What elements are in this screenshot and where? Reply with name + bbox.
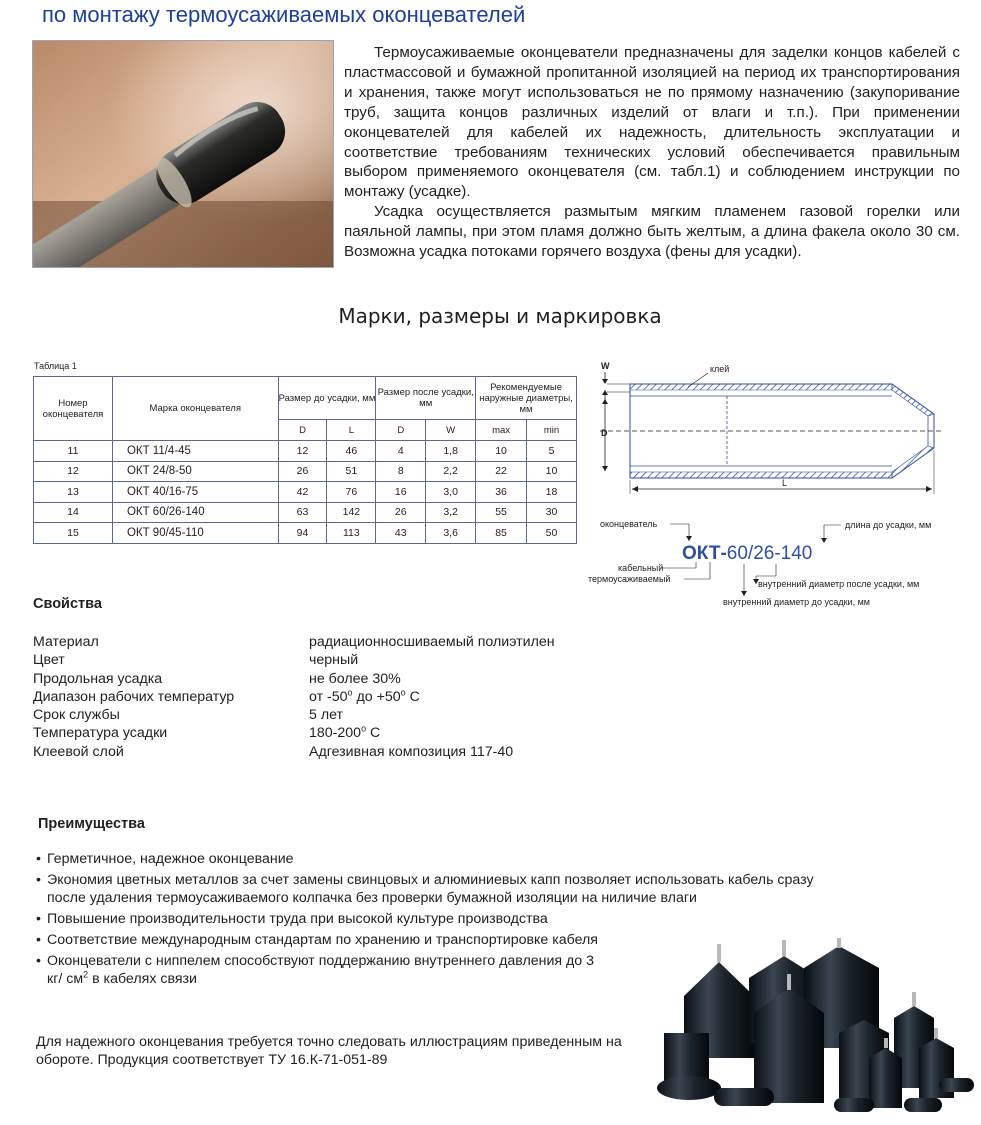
footer-note: Для надежного оконцевания требуется точно следовать иллюстрациям приведенным на обороте. Продукция соответствует ТУ 16.К-71-051-89 bbox=[36, 1034, 622, 1069]
marking-ending-label: оконцеватель bbox=[600, 519, 658, 529]
sub-header: min bbox=[527, 420, 577, 441]
table-row bbox=[34, 523, 577, 544]
properties-title: Свойства bbox=[33, 596, 102, 612]
sub-header: D bbox=[278, 420, 327, 441]
property-row bbox=[33, 670, 555, 688]
table-cell: 16 bbox=[376, 482, 426, 503]
table-cell: 85 bbox=[476, 523, 527, 544]
property-row bbox=[33, 724, 555, 742]
diagram-glue-label: клей bbox=[710, 364, 730, 374]
table-cell-mark: ОКТ 90/45-110 bbox=[112, 523, 278, 544]
table-cell: 113 bbox=[327, 523, 376, 544]
table-cell: 30 bbox=[527, 502, 577, 523]
sub-header: L bbox=[327, 420, 376, 441]
table-cell: 12 bbox=[278, 441, 327, 462]
table-cell: 46 bbox=[327, 441, 376, 462]
property-row bbox=[33, 633, 555, 651]
properties-list bbox=[33, 633, 555, 761]
diagram-d-label: D bbox=[601, 428, 608, 438]
property-value: 5 лет bbox=[309, 707, 344, 724]
table-cell: 22 bbox=[476, 461, 527, 482]
table-cell: 10 bbox=[476, 441, 527, 462]
property-key: Диапазон рабочих температур bbox=[33, 688, 235, 705]
table-cell: 55 bbox=[476, 502, 527, 523]
table-cell: 26 bbox=[376, 502, 426, 523]
marking-heat-label: термоусаживаемый bbox=[588, 574, 671, 584]
table-cell: 142 bbox=[327, 502, 376, 523]
end-caps-assortment-photo bbox=[654, 938, 981, 1120]
table-cell: 14 bbox=[34, 502, 113, 523]
table-cell: 8 bbox=[376, 461, 426, 482]
page-header: по монтажу термоусаживаемых оконцевателей bbox=[42, 2, 526, 27]
table-cell: 42 bbox=[278, 482, 327, 503]
sub-header: max bbox=[476, 420, 527, 441]
table-cell: 3,0 bbox=[426, 482, 476, 503]
marking-inner-after-label: внутренний диаметр после усадки, мм bbox=[758, 579, 920, 589]
table-cell: 76 bbox=[327, 482, 376, 503]
table-cell: 13 bbox=[34, 482, 113, 503]
sub-header: W bbox=[426, 420, 476, 441]
property-key: Цвет bbox=[33, 652, 65, 669]
property-value: $180-200^о$ С bbox=[309, 723, 381, 742]
col-header-number: Номер оконцевателя bbox=[34, 377, 113, 441]
table-cell: 18 bbox=[527, 482, 577, 503]
table-row bbox=[34, 441, 577, 462]
table-cell: 50 bbox=[527, 523, 577, 544]
advantages-title: Преимущества bbox=[38, 816, 145, 832]
table-cell-mark: ОКТ 11/4-45 bbox=[112, 441, 278, 462]
property-row bbox=[33, 706, 555, 724]
property-value: не более 30% bbox=[309, 670, 401, 687]
col-header-mark: Марка оконцевателя bbox=[112, 377, 278, 441]
table-cell-mark: ОКТ 24/8-50 bbox=[112, 461, 278, 482]
table-cell: 5 bbox=[527, 441, 577, 462]
property-value: радиационносшиваемый полиэтилен bbox=[309, 634, 555, 650]
cable-end-cap-photo bbox=[32, 40, 334, 268]
table-cell: 3,2 bbox=[426, 502, 476, 523]
property-key: Материал bbox=[33, 634, 99, 650]
marking-code-nums: 60/26-140 bbox=[726, 543, 813, 564]
sub-header: D bbox=[376, 420, 426, 441]
intro-text bbox=[344, 43, 960, 262]
marking-cable-label: кабельный bbox=[618, 563, 664, 573]
advantage-item: • Оконцеватели с ниппелем способствуют поддержанию внутреннего давления до 3 кг/ $см^2$ в кабелях связи bbox=[36, 952, 607, 989]
advantage-item: • Повышение производительности труда при высокой культуре производства bbox=[36, 910, 836, 928]
table-cell: 36 bbox=[476, 482, 527, 503]
col-header-size-before: Размер до усадки, мм bbox=[278, 377, 376, 420]
advantage-item: • Экономия цветных металлов за счет замены свинцовых и алюминиевых капп позволяет использовать кабель сразу после удаления термоусаживаемого колпачка без проверки бумажной изоляции на ниличие влаги bbox=[36, 871, 836, 908]
property-key: Клеевой слой bbox=[33, 743, 124, 760]
property-row bbox=[33, 651, 555, 669]
table-cell: 1,8 bbox=[426, 441, 476, 462]
property-row bbox=[33, 688, 555, 706]
marking-inner-before-label: внутренний диаметр до усадки, мм bbox=[723, 597, 870, 607]
property-value: черный bbox=[309, 652, 359, 669]
table-cell: 10 bbox=[527, 461, 577, 482]
diagram-l-label: L bbox=[782, 478, 788, 488]
marking-length-label: длина до усадки, мм bbox=[845, 520, 932, 530]
property-key: Срок службы bbox=[33, 707, 120, 724]
table-cell-mark: ОКТ 40/16-75 bbox=[112, 482, 278, 503]
intro-paragraph-1: Термоусаживаемые оконцеватели предназначены для заделки концов кабелей с пластмассовой и бумажной пропитанной изоляцией на период их транспортирования и хранения, также могут использоваться не по прямому назначению (закупоривание труб, защита концов различных изделий от влаги и т.п.). При применении оконцевателей для кабелей их надежность, длительность эксплуатации и соответствие требованиям технических условий обеспечивается правильным выбором применяемого оконцевателя (см. табл.1) и соблюдением инструкции по монтажу (усадке). bbox=[344, 44, 960, 201]
table-caption: Таблица 1 bbox=[34, 361, 77, 371]
table-cell: 26 bbox=[278, 461, 327, 482]
advantage-item: • Соответствие международным стандартам по хранению и транспортировке кабеля bbox=[36, 931, 836, 949]
advantage-item: • Герметичное, надежное оконцевание bbox=[36, 850, 836, 868]
property-key: Продольная усадка bbox=[33, 670, 163, 687]
table-cell: 15 bbox=[34, 523, 113, 544]
diagram-w-label: W bbox=[601, 361, 610, 371]
table-cell: 4 bbox=[376, 441, 426, 462]
sizes-table bbox=[33, 376, 577, 544]
table-cell: 63 bbox=[278, 502, 327, 523]
table-cell-mark: ОКТ 60/26-140 bbox=[112, 502, 278, 523]
table-row bbox=[34, 461, 577, 482]
table-cell: 12 bbox=[34, 461, 113, 482]
table-cell: 11 bbox=[34, 441, 113, 462]
table-cell: 94 bbox=[278, 523, 327, 544]
intro-paragraph-2: Усадка осуществляется размытым мягким пламенем газовой горелки или паяльной лампы, при этом пламя должно быть желтым, а длина факела около 30 см. Возможна усадка потоками горячего воздуха (фены для усадки). bbox=[344, 203, 960, 261]
table-cell: 3,6 bbox=[426, 523, 476, 544]
property-key: Температура усадки bbox=[33, 725, 168, 742]
marking-code bbox=[682, 543, 812, 564]
col-header-recommended: Рекомендуемые наружные диаметры, мм bbox=[476, 377, 577, 420]
end-cap-diagram bbox=[592, 356, 952, 494]
table-cell: 43 bbox=[376, 523, 426, 544]
col-header-size-after: Размер после усадки, мм bbox=[376, 377, 476, 420]
marking-scheme bbox=[586, 514, 981, 614]
section-title: Марки, размеры и маркировка bbox=[338, 304, 662, 328]
property-value: Адгезивная композиция 117-40 bbox=[309, 743, 514, 760]
property-row bbox=[33, 743, 555, 761]
table-cell: 51 bbox=[327, 461, 376, 482]
table-cell: 2,2 bbox=[426, 461, 476, 482]
marking-code-prefix: ОКТ- bbox=[682, 543, 727, 564]
property-value: от $-50^о$ до $+50^о$ С bbox=[309, 687, 420, 705]
table-row bbox=[34, 502, 577, 523]
table-row bbox=[34, 482, 577, 503]
